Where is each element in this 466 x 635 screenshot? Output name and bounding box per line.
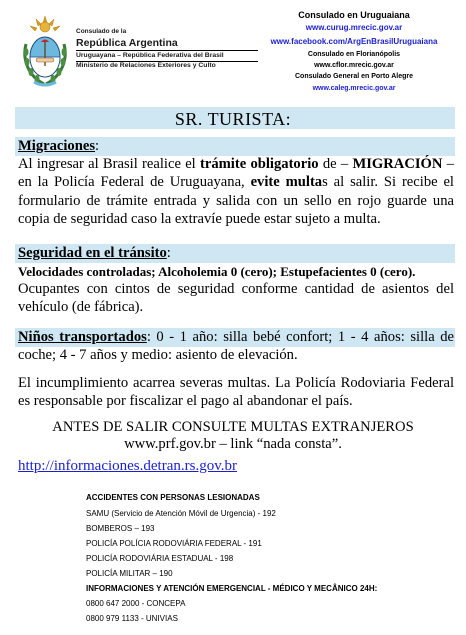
incumplimiento-paragraph: El incumplimiento acarrea severas multas. La Policía Rodoviaria Federal es responsable por fiscalizar el pago al abandonar el país. [18, 375, 454, 410]
republica-argentina-label: República Argentina [76, 37, 178, 49]
concepa-item: 0800 647 2000 - CONCEPA [86, 599, 186, 608]
militar-item: POLICÍA MILITAR – 190 [86, 569, 173, 578]
ninos-paragraph: Niños transportados: 0 - 1 año: silla bebé confort; 1 - 4 años: silla de coche; 4 - 7 años y medio: asiento de elevación. [18, 329, 455, 364]
argentina-coat-of-arms-icon [20, 14, 70, 88]
caleg-link[interactable]: www.caleg.mrecic.gov.ar [312, 85, 396, 92]
antes-de-salir-notice: ANTES DE SALIR CONSULTE MULTAS EXTRANJEROS [52, 419, 414, 435]
seguridad-heading: Seguridad en el tránsito: [18, 245, 171, 261]
consulado-uruguaiana: Consulado en Uruguaiana [298, 10, 410, 20]
consulado-porto-alegre: Consulado General en Porto Alegre [295, 73, 413, 80]
prf-item: POLICÍA POLÍCIA RODOVIÁRIA FEDERAL - 191 [86, 539, 262, 548]
migraciones-body: Al ingresar al Brasil realice el trámite obligatorio de – MIGRACIÓN – en la Policía Federal de Uruguayana, evite multas al salir. Si recibe el formulario de trámite entrada y salida con un sello en rojo guarde una copia de seguridad caso la extravíe puede estar sujeto a multa. [18, 156, 454, 228]
header-divider [76, 50, 258, 51]
prf-notice: www.prf.gov.br – link “nada consta”. [124, 436, 342, 452]
seguridad-body: Ocupantes con cintos de seguridad conforme cantidad de asientos del vehículo (de fábrica). [18, 281, 454, 316]
curug-link[interactable]: www.curug.mrecic.gov.ar [305, 23, 403, 32]
seguridad-rules: Velocidades controladas; Alcoholemia 0 (cero); Estupefacientes 0 (cero). [18, 264, 416, 279]
ministerio-label: Ministerio de Relaciones Exteriores y Culto [76, 62, 216, 69]
bomberos-item: BOMBEROS – 193 [86, 524, 155, 533]
consulado-label: Consulado de la [76, 28, 127, 35]
accidentes-heading: ACCIDENTES CON PERSONAS LESIONADAS [86, 493, 260, 502]
univias-item: 0800 979 1133 - UNIVIAS [86, 614, 178, 623]
uruguayana-label: Uruguayana – República Federativa del Brasil [76, 52, 224, 59]
detran-link[interactable]: http://informaciones.detran.rs.gov.br [18, 458, 237, 474]
cflor-link[interactable]: www.cflor.mrecic.gov.ar [314, 62, 394, 69]
estadual-item: POLICÍA RODOVIÁRIA ESTADUAL - 198 [86, 554, 234, 563]
migraciones-heading: Migraciones: [18, 138, 100, 154]
info-heading: INFORMACIONES Y ATENCIÓN EMERGENCIAL - MÉDICO Y MECÂNICO 24H: [86, 584, 378, 593]
consulado-florianopolis: Consulado en Florianópolis [307, 51, 401, 58]
samu-item: SAMU (Servicio de Atención Móvil de Urgencia) - 192 [86, 509, 276, 518]
facebook-link[interactable]: www.facebook.com/ArgEnBrasilUruguaiana [270, 37, 438, 46]
page-title: SR. TURISTA: [174, 109, 292, 129]
